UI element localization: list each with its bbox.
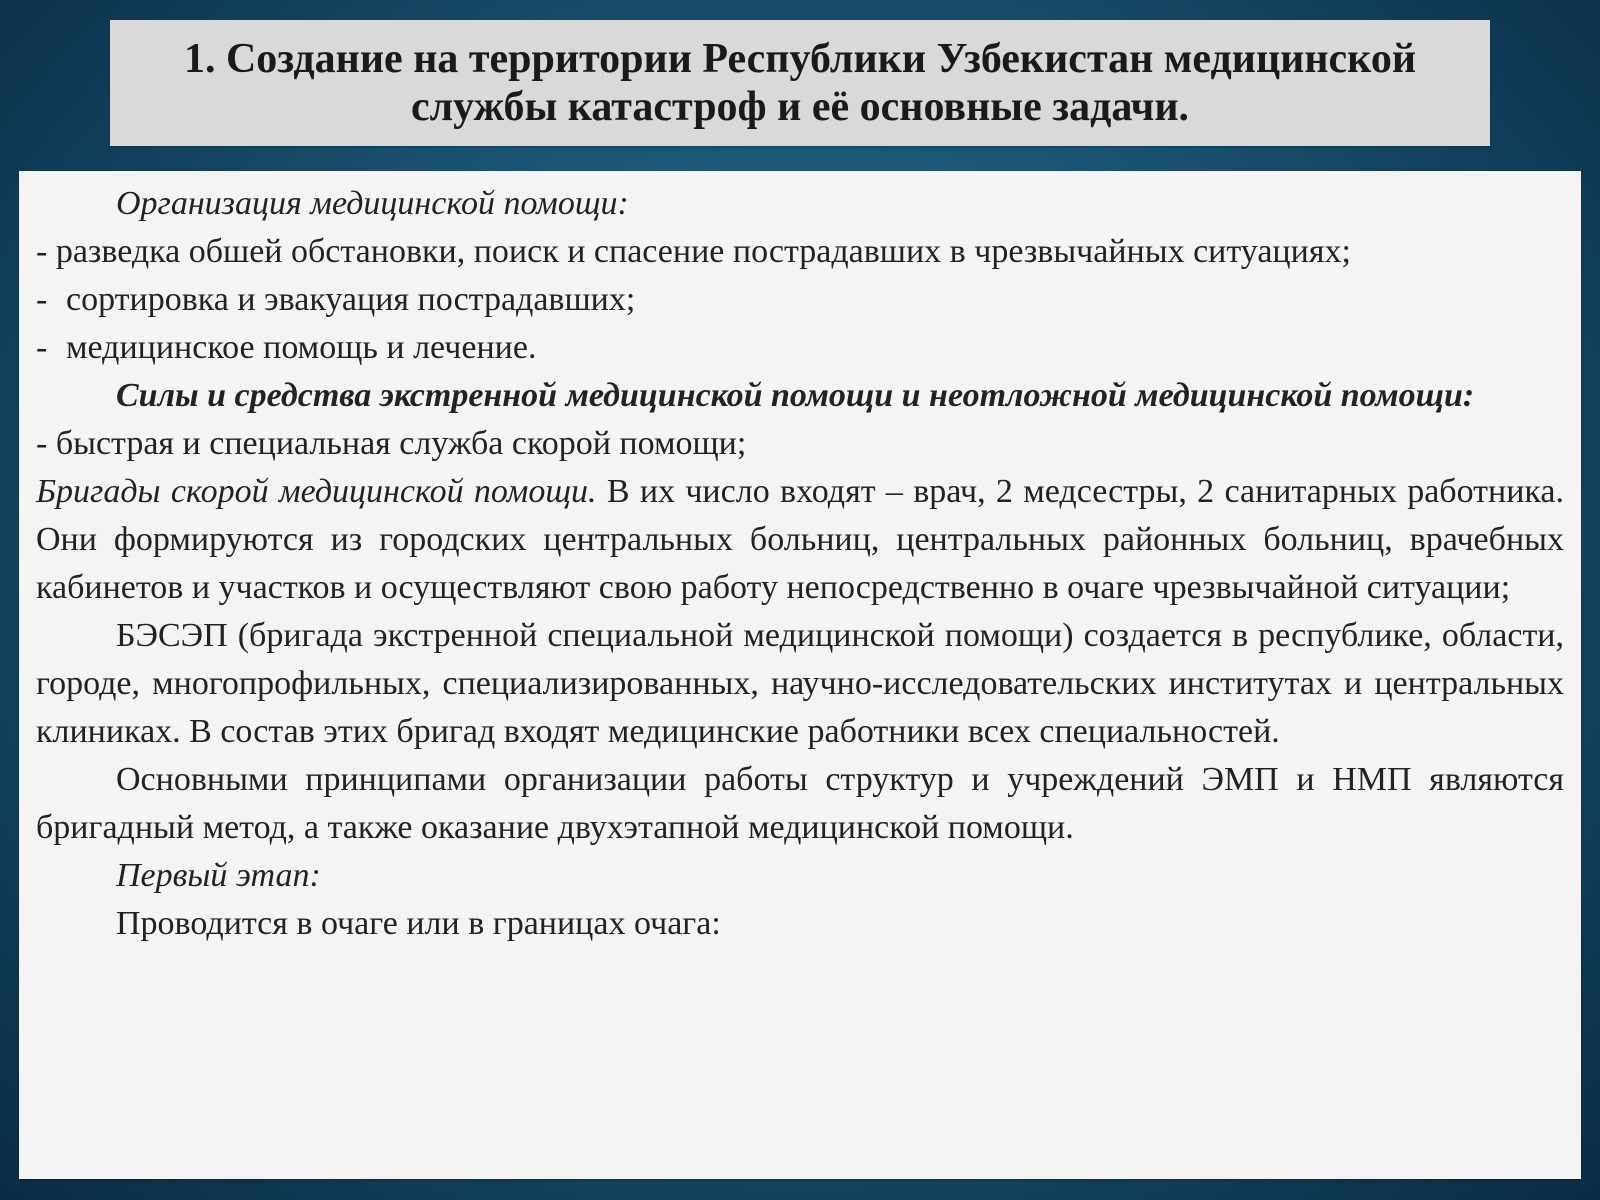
first-stage-text: Проводится в очаге или в границах очага: bbox=[116, 905, 721, 942]
org-item-2-text: сортировка и эвакуация пострадавших; bbox=[66, 281, 636, 318]
org-heading: Организация медицинской помощи: bbox=[116, 185, 629, 222]
org-item-1: - разведка обшей обстановки, поиск и спасение пострадавших в чрезвычайных ситуациях; bbox=[36, 233, 1351, 270]
principles-paragraph: Основными принципами организации работы структур и учреждений ЭМП и НМП являются бригадный метод, а также оказание двухэтапной медицинской помощи. bbox=[36, 761, 1564, 846]
brigades-paragraph bbox=[36, 468, 1564, 612]
org-item-3 bbox=[36, 324, 1564, 372]
brigades-italic: Бригады скорой медицинской помощи. bbox=[36, 473, 597, 510]
org-item-3-dash: - bbox=[36, 329, 48, 366]
org-item-3-text: медицинское помощь и лечение. bbox=[66, 329, 537, 366]
brigades-text: В их число входят – врач, 2 медсестры, 2 санитарных работника. Они формируются из городских центральных больниц, центральных районных больниц, врачебных кабинетов и участков и осуществляют свою работу непосредственно в очаге чрезвычайной ситуации; bbox=[36, 473, 1565, 606]
content-panel bbox=[19, 171, 1581, 1179]
slide-title-line-1: 1. Создание на территории Республики Узбекистан медицинской bbox=[183, 36, 1417, 82]
forces-heading: Силы и средства экстренной медицинской помощи и неотложной медицинской помощи: bbox=[116, 377, 1475, 414]
slide-title-line-2: службы катастроф и её основные задачи. bbox=[410, 84, 1190, 130]
slide-title bbox=[110, 20, 1490, 146]
besep-paragraph: БЭСЭП (бригада экстренной специальной медицинской помощи) создается в республике, области, городе, многопрофильных, специализированных, научно-исследовательских институтах и центральных клиниках. В состав этих бригад входят медицинские работники всех специальностей. bbox=[36, 617, 1564, 750]
org-item-2-dash: - bbox=[36, 281, 48, 318]
forces-item-1: - быстрая и специальная служба скорой помощи; bbox=[36, 425, 747, 462]
first-stage-heading: Первый этап: bbox=[116, 857, 321, 894]
org-item-2 bbox=[36, 276, 1564, 324]
